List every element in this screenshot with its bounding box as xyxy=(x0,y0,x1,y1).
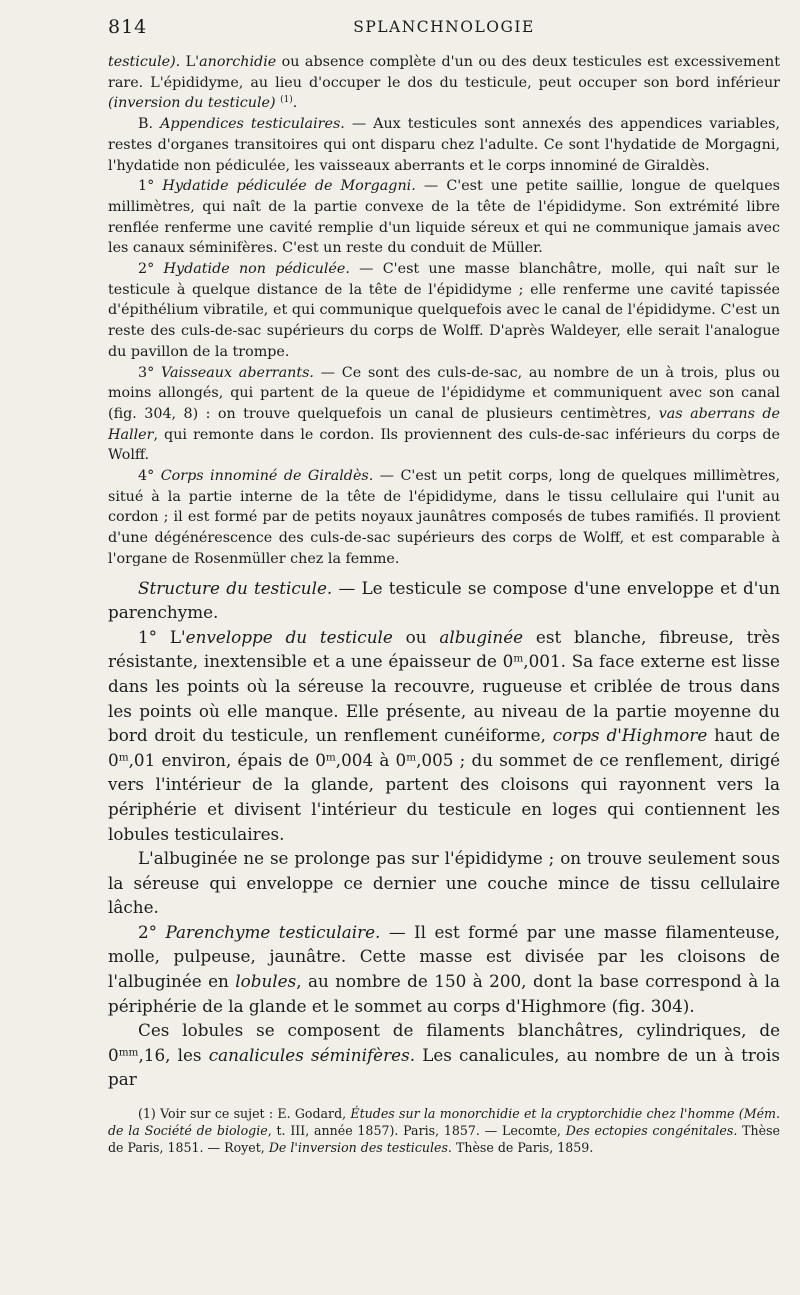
paragraph-corps-innomine: 4° Corps innominé de Giraldès. — C'est un petit corps, long de quelques millimètres, situé à la partie interne de la tête de l'épididyme, dans le tissu cellulaire qui l'unit au cordon ; il est formé par de petits noyaux jaunâtres composés de tubes ramifiés. Il provient d'une dégénérescence des culs-de-sac supérieurs des corps de Wolff, et est comparable à l'organe de Rosenmüller chez la femme. xyxy=(108,468,780,567)
heading-structure: Structure du testicule. xyxy=(138,577,333,598)
footnote-spacer xyxy=(108,1092,780,1106)
paragraph-albuginee: L'albuginée ne se prolonge pas sur l'épididyme ; on trouve seulement sous la séreuse qui enveloppe ce dernier une couche mince de tissu cellulaire lâche. xyxy=(108,848,780,918)
book-page xyxy=(108,16,780,1156)
paragraph-anorchidie: testicule). L'anorchidie ou absence complète d'un ou des deux testicules est excessivement rare. L'épididyme, au lieu d'occuper le dos du testicule, peut occuper son bord inférieur (inversion du testicule) $^{(1)}$. xyxy=(108,54,780,112)
paragraph-lobules: Ces lobules se composent de filaments blanchâtres, cylindriques, de $0^{mm},16$, les canalicules séminifères. Les canalicules, au nombre de un à trois par xyxy=(108,1020,780,1090)
paragraph-hydatide-non-pediculee: 2° Hydatide non pédiculée. — C'est une masse blanchâtre, molle, qui naît sur le testicule à quelque distance de la tête de l'épididyme ; elle renferme une cavité tapissée d'épithélium vibratile, et qui communique quelquefois avec le canal de l'épididyme. C'est un reste des culs-de-sac supérieurs du corps de Wolff. D'après Waldeyer, elle serait l'analogue du pavillon de la trompe. xyxy=(108,261,780,360)
footnote-text: (1) Voir sur ce sujet : E. Godard, Études sur la monorchidie et la cryptorchidie chez l'homme (Mém. de la Société de biologie, t. III, année 1857). Paris, 1857. — Lecomte, Des ectopies congénitales. Thèse de Paris, 1851. — Royet, De l'inversion des testicules. Thèse de Paris, 1859. xyxy=(108,1106,780,1155)
large-print-section xyxy=(108,576,780,1092)
paragraph-structure: Structure du testicule. — Le testicule se compose d'une enveloppe et d'un parenchyme. xyxy=(108,577,780,623)
page-number: 814 xyxy=(108,16,148,38)
paragraph-appendices: B. Appendices testiculaires. — Aux testicules sont annexés des appendices variables, restes d'organes transitoires qui ont disparu chez l'adulte. Ce sont l'hydatide de Morgagni, l'hydatide non pédiculée, les vaisseaux aberrants et le corps innominé de Giraldès. xyxy=(108,116,780,174)
small-print-section xyxy=(108,52,780,570)
running-title: SPLANCHNOLOGIE xyxy=(353,18,535,36)
page-header xyxy=(108,16,780,46)
footnote xyxy=(108,1106,780,1156)
footnote-marker: (1) xyxy=(280,95,293,106)
paragraph-parenchyme: 2° Parenchyme testiculaire. — Il est formé par une masse filamenteuse, molle, pulpeuse, jaunâtre. Cette masse est divisée par les cloisons de l'albuginée en lobules, au nombre de 150 à 200, dont la base correspond à la périphérie de la glande et le sommet au corps d'Highmore (fig. 304). xyxy=(108,921,781,1016)
paragraph-vaisseaux-aberrants: 3° Vaisseaux aberrants. — Ce sont des culs-de-sac, au nombre de un à trois, plus ou moins allongés, qui partent de la queue de l'épididyme et communiquent avec son canal (fig. 304, 8) : on trouve quelquefois un canal de plusieurs centimètres, vas aberrans de Haller, qui remonte dans le cordon. Ils proviennent des culs-de-sac inférieurs du corps de Wolff. xyxy=(108,364,781,464)
paragraph-hydatide-pediculee: 1° Hydatide pédiculée de Morgagni. — C'est une petite saillie, longue de quelques millimètres, qui naît de la partie convexe de la tête de l'épididyme. Son extrémité libre renflée renferme une cavité remplie d'un liquide séreux et qui ne communique jamais avec les canaux séminifères. C'est un reste du conduit de Müller. xyxy=(108,178,780,257)
paragraph-enveloppe: 1° L'enveloppe du testicule ou albuginée est blanche, fibreuse, très résistante, inextensible et a une épaisseur de 0$^m$,001. Sa face externe est lisse dans les points où la séreuse la recouvre, rugueuse et criblée de trous dans les points où elle manque. Elle présente, au niveau de la partie moyenne du bord droit du testicule, un renflement cunéiforme, corps d'Highmore haut de 0$^m$,01 environ, épais de 0$^m$,004 à 0$^m$,005 ; du sommet de ce renflement, dirigé vers l'intérieur de la glande, partent des cloisons qui rayonnent vers la périphérie et divisent l'intérieur du testicule en loges qui contiennent les lobules testiculaires. xyxy=(108,626,780,844)
heading-appendices: Appendices testiculaires. xyxy=(160,116,345,133)
